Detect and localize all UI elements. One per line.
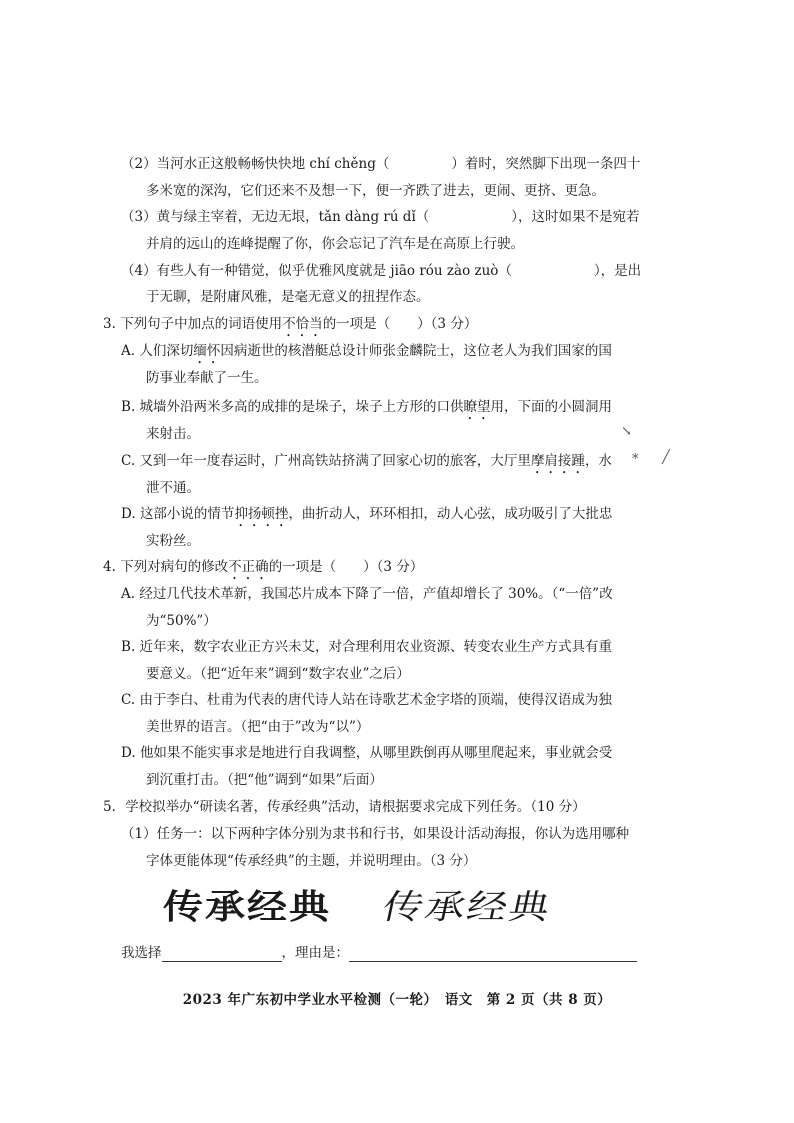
q4-option-d: D. 他如果不能实事求是地进行自我调整，从哪里跌倒再从哪里爬起来，事业就会受 bbox=[121, 745, 613, 761]
q3-option-c-line2: 泄不通。 bbox=[146, 480, 200, 496]
choose-label: 我选择 bbox=[121, 945, 162, 961]
reason-label: ，理由是： bbox=[281, 945, 349, 961]
q5-task1-line1: （1）任务一：以下两种字体分别为隶书和行书，如果设计活动海报，你认为选用哪种 bbox=[121, 826, 630, 842]
q4-option-b-line2: 要意义。（把“近年来”调到“数字农业”之后） bbox=[146, 666, 410, 682]
q5-answer-line bbox=[121, 944, 637, 962]
q2-item-4-line2: 于无聊，是附庸风雅，是毫无意义的扭捏作态。 bbox=[146, 289, 430, 305]
q4-option-a: A. 经过几代技术革新，我国芯片成本下降了一倍，产值却增长了 30%。（“一倍”改 bbox=[121, 586, 613, 602]
q2-item-3-line1: （3）黄与绿主宰着，无边无垠，tǎn dàng rú dǐ（ ），这时如果不是宛若 bbox=[121, 209, 640, 225]
q2-item-2-line2: 多米宽的深沟，它们还来不及想一下，便一齐跌了进去，更闹、更挤、更急。 bbox=[146, 183, 605, 199]
reason-blank[interactable] bbox=[349, 947, 637, 962]
stray-mark: ↘ bbox=[621, 424, 632, 439]
stray-mark: * bbox=[632, 452, 639, 467]
q3-option-c: C. 又到一年一度春运时，广州高铁站挤满了回家心切的旅客，大厅里摩肩接踵，水 bbox=[121, 453, 612, 469]
q2-item-3-line2: 并肩的远山的连峰提醒了你，你会忘记了汽车是在高原上行驶。 bbox=[146, 236, 524, 252]
q3-option-b: B. 城墙外沿两米多高的成排的是垛子，垛子上方形的口供瞭望用，下面的小圆洞用 bbox=[121, 399, 613, 415]
q3-option-b-line2: 来射击。 bbox=[146, 426, 200, 442]
calligraphy-samples bbox=[0, 880, 794, 940]
stray-mark: ╱ bbox=[662, 450, 670, 465]
q2-item-4-line1: （4）有些人有一种错觉，似乎优雅风度就是 jiāo róu zào zuò（ ），是出 bbox=[121, 263, 642, 279]
q4-option-c-line2: 美世界的语言。（把“由于”改为“以”） bbox=[146, 719, 370, 735]
page-footer: 2023 年广东初中学业水平检测（一轮） 语文 第 2 页（共 8 页） bbox=[182, 992, 612, 1008]
q4-option-a-line2: 为“50%”） bbox=[146, 613, 217, 629]
q4-option-c: C. 由于李白、杜甫为代表的唐代诗人站在诗歌艺术金字塔的顶端，使得汉语成为独 bbox=[121, 692, 612, 708]
xingshu-sample: 传承经典 bbox=[379, 887, 556, 927]
q4-option-d-line2: 到沉重打击。（把“他”调到“如果”后面） bbox=[146, 772, 383, 788]
q3-stem: 3. 下列句子中加点的词语使用不恰当的一项是（ ）（3 分） bbox=[103, 316, 478, 332]
q3-option-d-line2: 实粉丝。 bbox=[146, 533, 200, 549]
q4-stem: 4. 下列对病句的修改不正确的一项是（ ）（3 分） bbox=[103, 559, 424, 575]
q4-option-b: B. 近年来，数字农业正方兴未艾，对合理利用农业资源、转变农业生产方式具有重 bbox=[121, 639, 613, 655]
choose-blank[interactable] bbox=[162, 947, 282, 962]
lishu-sample: 传承经典 bbox=[163, 886, 331, 927]
q2-item-2-line1: （2）当河水正这般畅畅快快地 chí chěng（ ）着时，突然脚下出现一条四十 bbox=[121, 156, 641, 172]
q3-option-d: D. 这部小说的情节抑扬顿挫，曲折动人，环环相扣，动人心弦，成功吸引了大批忠 bbox=[121, 506, 613, 522]
q5-task1-line2: 字体更能体现“传承经典”的主题，并说明理由。（3 分） bbox=[146, 853, 477, 869]
q5-stem: 5．学校拟举办“研读名著，传承经典”活动，请根据要求完成下列任务。（10 分） bbox=[103, 799, 586, 815]
q3-option-a-line2: 防事业奉献了一生。 bbox=[146, 370, 268, 386]
q3-option-a: A. 人们深切缅怀因病逝世的核潜艇总设计师张金麟院士，这位老人为我们国家的国 bbox=[121, 343, 612, 359]
